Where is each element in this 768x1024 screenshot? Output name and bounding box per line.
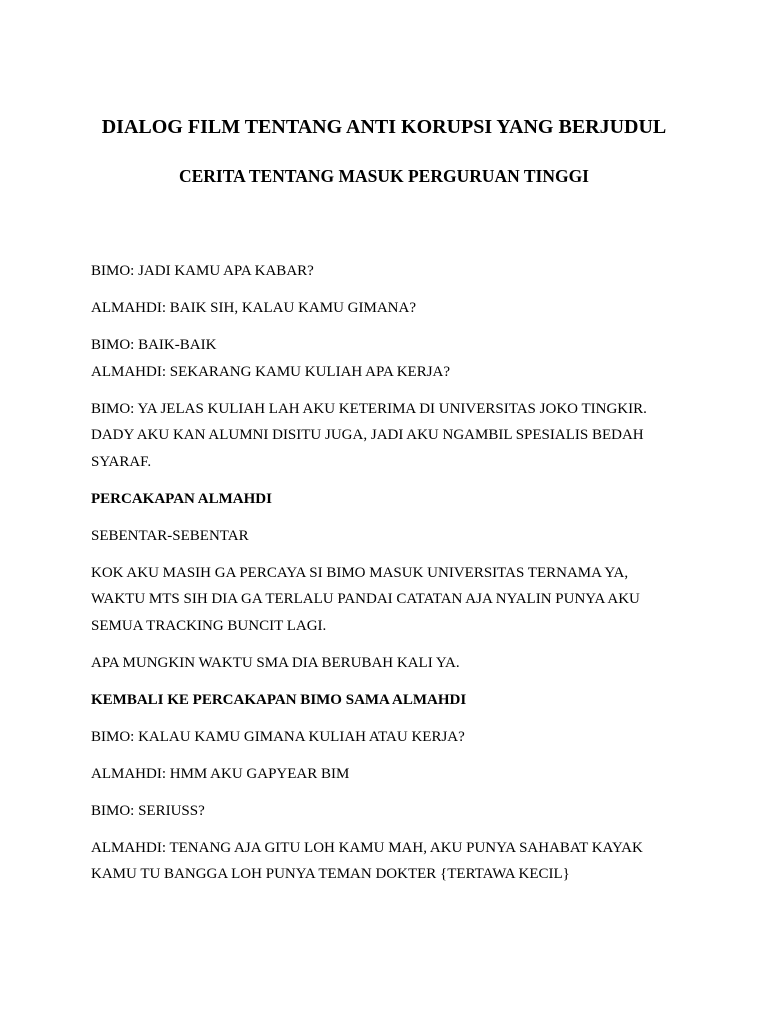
scene-heading: KEMBALI KE PERCAKAPAN BIMO SAMA ALMAHDI [91, 691, 467, 708]
dialog-line: BIMO: SERIUSS? [91, 802, 205, 819]
dialog-line: BIMO: KALAU KAMU GIMANA KULIAH ATAU KERJA? [91, 728, 465, 745]
dialog-body [91, 258, 691, 898]
narration-paragraph: KOK AKU MASIH GA PERCAYA SI BIMO MASUK UNIVERSITAS TERNAMA YA, WAKTU MTS SIH DIA GA TERLALU PANDAI CATATAN AJA NYALIN PUNYA AKU SEMUA TRACKING BUNCIT LAGI. [91, 564, 640, 634]
scene-heading: PERCAKAPAN ALMAHDI [91, 490, 272, 507]
document-title: DIALOG FILM TENTANG ANTI KORUPSI YANG BERJUDUL [101, 116, 667, 138]
dialog-line: ALMAHDI: HMM AKU GAPYEAR BIM [91, 765, 350, 782]
dialog-line: ALMAHDI: BAIK SIH, KALAU KAMU GIMANA? [91, 300, 416, 316]
dialog-line: ALMAHDI: TENANG AJA GITU LOH KAMU MAH, AKU PUNYA SAHABAT KAYAK KAMU TU BANGGA LOH PUNYA TEMAN DOKTER {TERTAWA KECIL} [91, 839, 643, 882]
dialog-line: BIMO: YA JELAS KULIAH LAH AKU KETERIMA DI UNIVERSITAS JOKO TINGKIR. DADY AKU KAN ALUMNI DISITU JUGA, JADI AKU NGAMBIL SPESIALIS BEDAH SYARAF. [91, 400, 647, 470]
narration-line: SEBENTAR-SEBENTAR [91, 527, 249, 544]
narration-line: APA MUNGKIN WAKTU SMA DIA BERUBAH KALI YA. [91, 654, 460, 671]
document-subtitle: CERITA TENTANG MASUK PERGURUAN TINGGI [178, 166, 589, 186]
dialog-line: BIMO: BAIK-BAIK [91, 337, 217, 353]
dialog-line: ALMAHDI: SEKARANG KAMU KULIAH APA KERJA? [91, 363, 451, 380]
dialog-line: BIMO: JADI KAMU APA KABAR? [91, 263, 314, 279]
